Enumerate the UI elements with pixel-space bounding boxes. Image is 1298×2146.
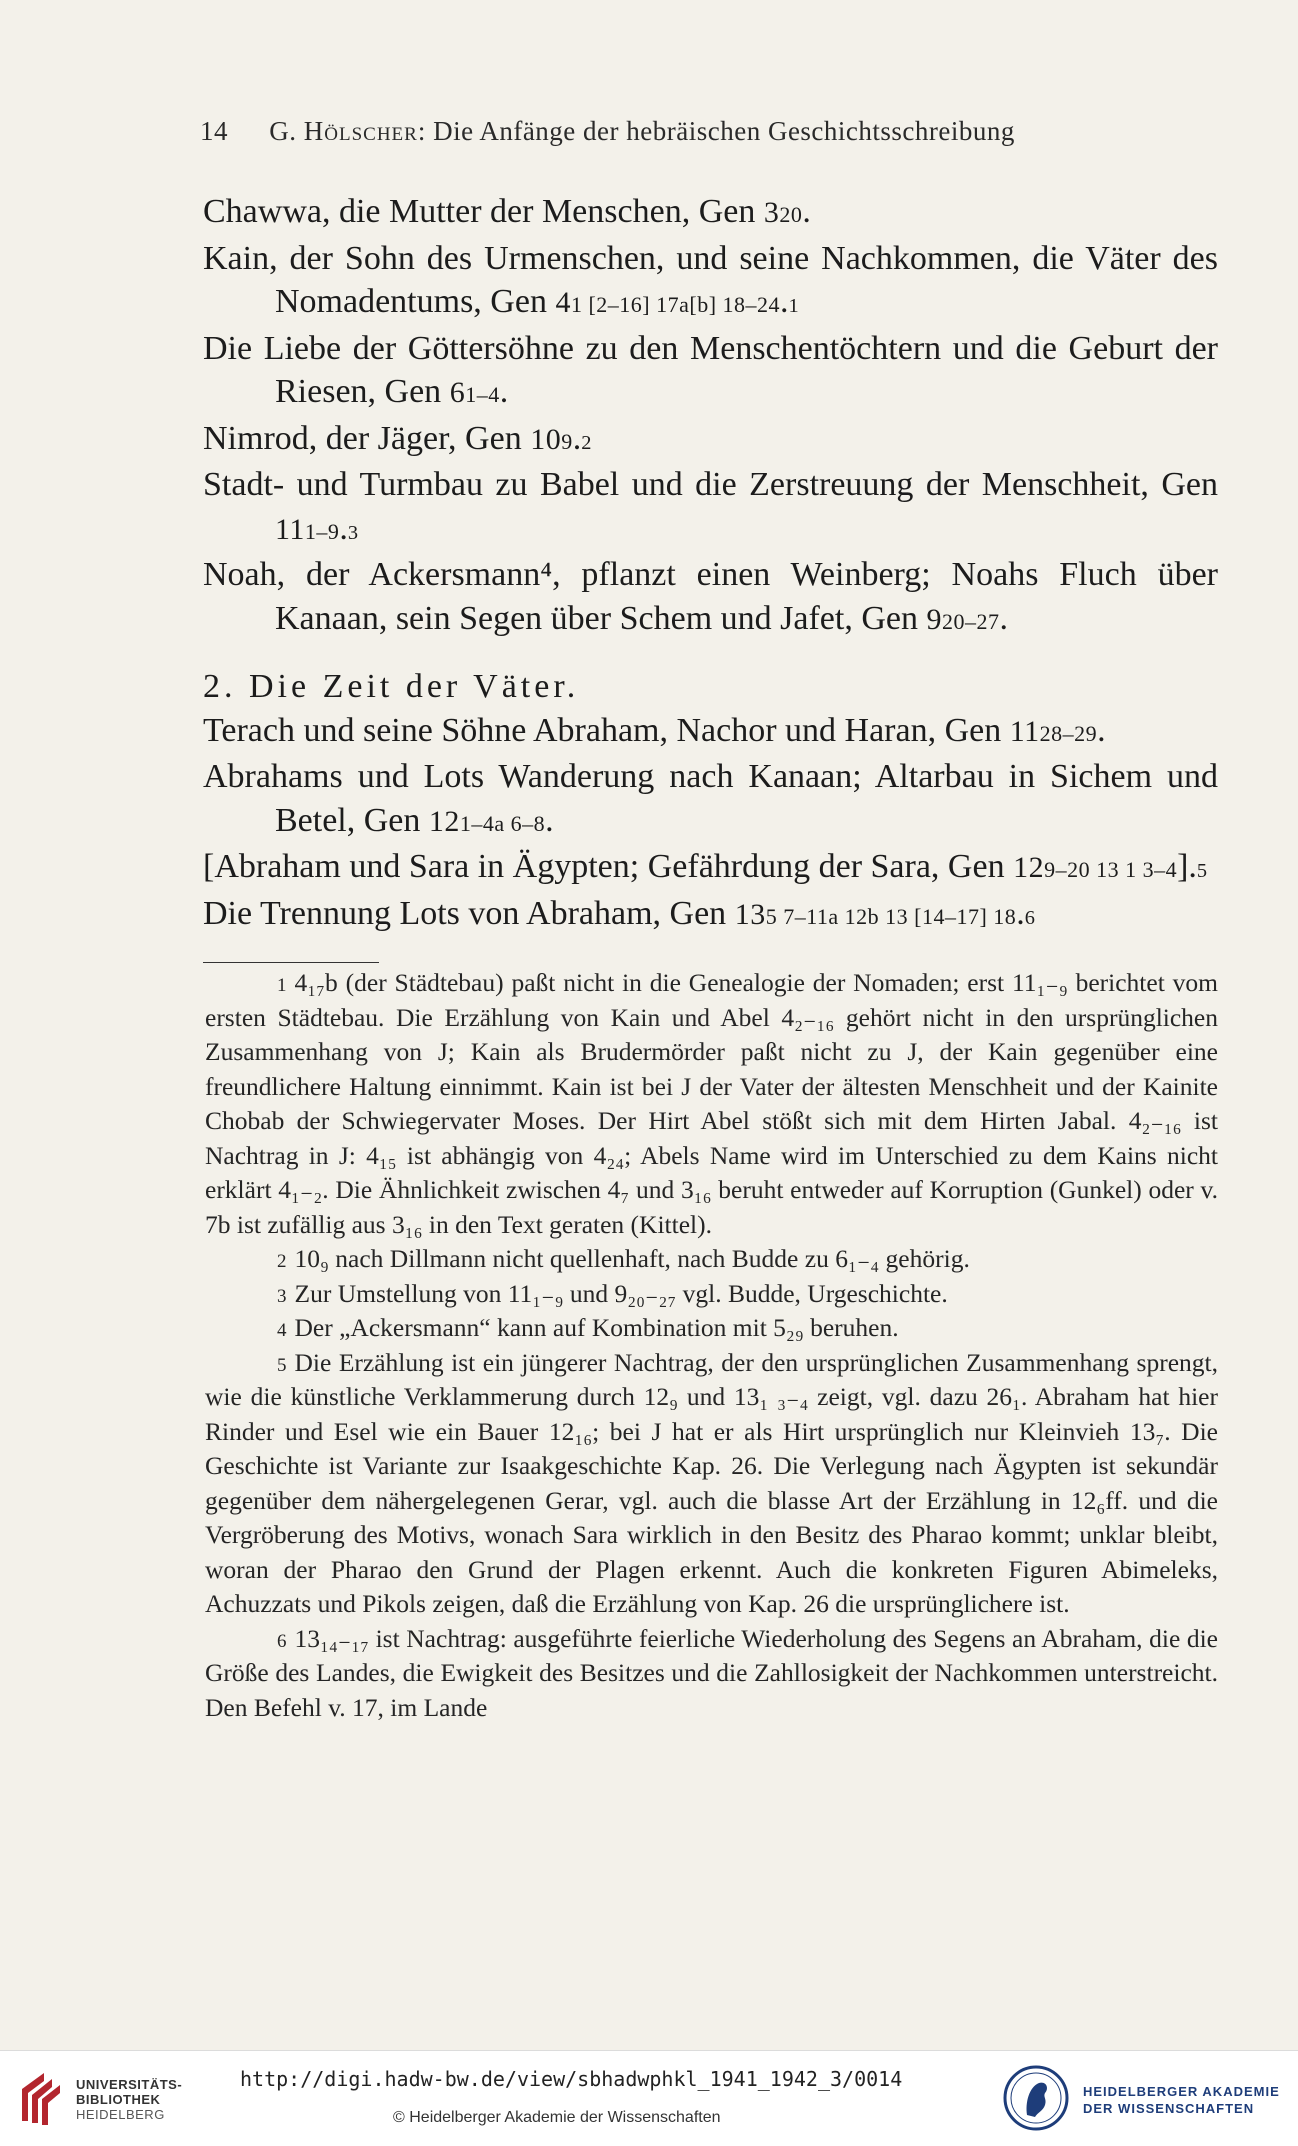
viewer-footer bbox=[0, 2050, 1298, 2146]
entry: Nimrod, der Jäger, Gen 109.$^2$ bbox=[203, 419, 592, 457]
footnote: $^6$ 13₁₄₋₁₇ ist Nachtrag: ausgeführte feierliche Wiederholung des Segens an Abraham, die die Größe des Landes, die Ewigkeit des Besitzes und die Zahllosigkeit der Nachkommen unterstreicht. Den Befehl v. 17, im Lande bbox=[205, 1623, 1218, 1722]
academy-name: HEIDELBERGER AKADEMIE DER WISSENSCHAFTEN bbox=[1083, 2084, 1280, 2116]
page-number: 14 bbox=[200, 116, 228, 146]
entry: Kain, der Sohn des Urmenschen, und seine Nachkommen, die Väter des Nomadentums, Gen 41 [2–16] 17a[b] 18–24.$^1$ bbox=[203, 239, 1218, 320]
section-heading: 2. Die Zeit der Väter. bbox=[203, 668, 580, 705]
author-name: Hölscher bbox=[303, 116, 418, 146]
entry: [Abraham und Sara in Ägypten; Gefährdung der Sara, Gen 129–20 13 1 3–4].$^5$ bbox=[203, 848, 1208, 885]
entry: Chawwa, die Mutter der Menschen, Gen 320. bbox=[203, 193, 811, 230]
university-library-name: UNIVERSITÄTS- BIBLIOTHEK HEIDELBERG bbox=[76, 2077, 183, 2122]
entry: Terach und seine Söhne Abraham, Nachor und Haran, Gen 1128–29. bbox=[203, 711, 1106, 749]
entry: Stadt- und Turmbau zu Babel und die Zerstreuung der Menschheit, Gen 111–9.$^3$ bbox=[203, 466, 1218, 547]
entry: Noah, der Ackersmann⁴, pflanzt einen Weinberg; Noahs Fluch über Kanaan, sein Segen über Schem und Jafet, Gen 920–27. bbox=[203, 556, 1218, 637]
footnotes bbox=[205, 966, 1218, 1725]
university-library-logo-icon[interactable] bbox=[14, 2069, 64, 2127]
entry: Abrahams und Lots Wanderung nach Kanaan; Altarbau in Sichem und Betel, Gen 121–4a 6–8. bbox=[203, 758, 1218, 839]
footnote: $^4$ Der „Ackersmann“ kann auf Kombination mit 5₂₉ beruhen. bbox=[277, 1313, 899, 1342]
footnote-rule bbox=[203, 962, 379, 963]
running-head bbox=[200, 116, 1160, 147]
footnote: $^5$ Die Erzählung ist ein jüngerer Nachtrag, der den ursprünglichen Zusammenhang sprengt, wie die künstliche Verklammerung durch 12₉ und 13₁ ₃₋₄ zeigt, vgl. dazu 26₁. Abraham hat hier Rinder und Esel wie ein Bauer 12₁₆; bei J hat er als Hirt ursprünglich nur Kleinvieh 13₇. Die Geschichte ist Variante zur Isaakgeschichte Kap. 26. Die Verlegung nach Ägypten ist sekundär gegenüber dem nähergelegenen Gerar, vgl. auch die blasse Art der Erzählung in 12₆ff. und die Vergröberung des Motivs, wonach Sara wirklich in den Besitz des Pharao kommt; unklar bleibt, woran der Pharao den Grund der Plagen erkennt. Auch die konkreten Figuren Abimeleks, Achuzzats und Pikols zeigen, daß die Erzählung von Kap. 26 die ursprünglichere ist. bbox=[205, 1347, 1218, 1618]
footnote: $^2$ 10₉ nach Dillmann nicht quellenhaft, nach Budde zu 6₁₋₄ gehörig. bbox=[277, 1244, 970, 1273]
permalink-url[interactable]: http://digi.hadw-bw.de/view/sbhadwphkl_1941_1942_3/0014 bbox=[240, 2067, 903, 2091]
entry: Die Trennung Lots von Abraham, Gen 135 7–11a 12b 13 [14–17] 18.$^6$ bbox=[203, 894, 1035, 932]
footnote: $^3$ Zur Umstellung von 11₁₋₉ und 9₂₀₋₂₇ vgl. Budde, Urgeschichte. bbox=[277, 1278, 948, 1308]
copyright-notice: © Heidelberger Akademie der Wissenschaften bbox=[393, 2109, 721, 2126]
running-title: : Die Anfänge der hebräischen Geschichtsschreibung bbox=[417, 116, 1015, 146]
footnote: $^1$ 4₁₇b (der Städtebau) paßt nicht in die Genealogie der Nomaden; erst 11₁₋₉ berichtet vom ersten Städtebau. Die Erzählung von Kain und Abel 4₂₋₁₆ gehört nicht in den ursprünglichen Zusammenhang von J; Kain als Brudermörder paßt nicht zu J, der Kain gegenüber eine freundlichere Haltung einnimmt. Kain ist bei J der Vater der ältesten Menschheit und der Kainite Chobab der Schwiegervater Moses. Der Hirt Abel stößt sich mit dem Hirten Jabal. 4₂₋₁₆ ist Nachtrag in J: 4₁₅ ist abhängig von 4₂₄; Abels Name wird im Unterschied zu dem Kains nicht erklärt 4₁₋₂. Die Ähnlichkeit zwischen 4₇ und 3₁₆ beruht entweder auf Korruption (Gunkel) oder v. 7b ist zufällig aus 3₁₆ in den Text geraten (Kittel). bbox=[205, 968, 1218, 1239]
entry: Die Liebe der Göttersöhne zu den Menschentöchtern und die Geburt der Riesen, Gen 61–4. bbox=[203, 329, 1218, 410]
academy-seal-icon[interactable] bbox=[1003, 2063, 1069, 2133]
main-text bbox=[203, 190, 1218, 938]
author-initial: G. bbox=[269, 116, 297, 146]
